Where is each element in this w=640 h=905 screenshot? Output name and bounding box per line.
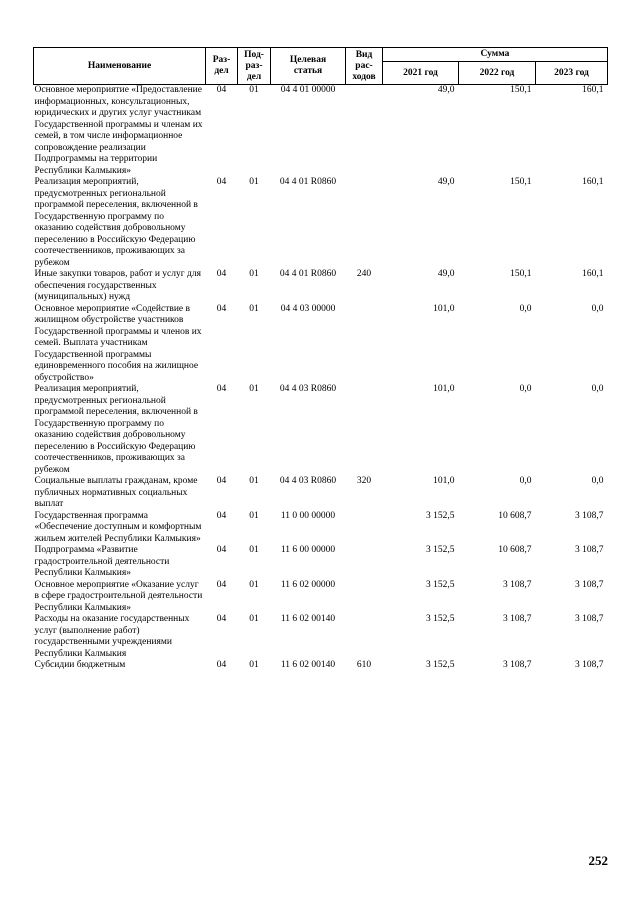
table-row: [34, 384, 608, 476]
row-section: 04: [216, 303, 227, 314]
row-2023: 160,1: [582, 177, 604, 187]
table-row: [34, 177, 608, 269]
table-body: [34, 85, 608, 672]
row-target: 04 4 01 R0860: [279, 269, 337, 279]
row-subsection: 01: [249, 85, 259, 95]
row-2021: 3 152,5: [426, 579, 455, 590]
table-row: [34, 269, 608, 304]
row-subsection: 01: [249, 303, 259, 314]
row-2022: 10 608,7: [498, 510, 532, 521]
row-section: 04: [216, 614, 227, 624]
row-2021: 101,0: [433, 476, 455, 486]
row-section: 04: [216, 384, 227, 394]
row-kind: [346, 580, 383, 615]
row-2022: 150,1: [510, 85, 532, 95]
table-header: [34, 48, 608, 85]
page-number: 252: [588, 853, 608, 868]
row-subsection: 01: [249, 545, 259, 555]
row-section: 04: [216, 660, 227, 670]
row-2021: 101,0: [433, 303, 455, 314]
row-2022: 10 608,7: [498, 545, 532, 555]
row-subsection: 01: [249, 269, 259, 279]
row-2023: 0,0: [591, 384, 604, 394]
row-target: 11 6 02 00000: [280, 579, 336, 590]
row-target: 04 4 03 R0860: [279, 384, 337, 394]
table-row: [34, 580, 608, 615]
header-year-2021: 2021 год: [383, 62, 459, 85]
row-target: 04 4 03 00000: [280, 303, 336, 314]
row-kind: [346, 85, 383, 178]
row-name: Государственная программа «Обеспечение доступным и комфортным жильем жителей Республики Калмыкия»: [34, 510, 202, 544]
row-subsection: 01: [249, 177, 259, 187]
row-target: 11 6 02 00140: [280, 660, 336, 670]
row-name: Социальные выплаты гражданам, кроме публичных нормативных социальных выплат: [34, 476, 198, 509]
row-name: Подпрограмма «Развитие градостроительной деятельности Республики Калмыкия»: [34, 545, 170, 578]
row-target: 11 6 02 00140: [280, 614, 336, 624]
row-2023: 3 108,7: [575, 510, 604, 521]
row-kind: 610: [356, 660, 372, 670]
row-subsection: 01: [249, 579, 259, 590]
row-subsection: 01: [249, 476, 259, 486]
row-kind: [346, 304, 383, 385]
row-2021: 3 152,5: [426, 660, 455, 670]
table-row: [34, 85, 608, 178]
row-2021: 3 152,5: [426, 614, 455, 624]
header-target: Целевая статья: [271, 48, 346, 85]
row-name: Основное мероприятие «Предоставление информационных, консультационных, юридических и других услуг участникам Государственной программы и членам их семей, в том числе информационное сопровождение реализации Подпрограммы на территории Республики Калмыкия»: [34, 85, 203, 176]
row-target: 04 4 01 00000: [280, 85, 336, 95]
row-target: 11 6 00 00000: [280, 545, 336, 555]
row-section: 04: [216, 545, 227, 555]
row-kind: [346, 384, 383, 476]
row-2023: 3 108,7: [575, 579, 604, 590]
row-name: Основное мероприятие «Содействие в жилищном обустройстве участников Государственной программы и членов их семей. Выплата участникам Государственной программы единовременного пособия на жилищное обустройство»: [34, 303, 202, 383]
row-2022: 3 108,7: [503, 614, 532, 624]
row-2022: 3 108,7: [503, 660, 532, 670]
row-kind: [346, 614, 383, 660]
row-subsection: 01: [249, 660, 259, 670]
header-year-2022: 2022 год: [459, 62, 536, 85]
row-2021: 49,0: [437, 269, 455, 279]
table-row: [34, 476, 608, 511]
table-row: [34, 304, 608, 385]
row-name: Расходы на оказание государственных услуг (выполнение работ) государственными учреждениями Республики Калмыкия: [34, 614, 190, 659]
header-section: Раз- дел: [206, 48, 238, 85]
header-name: Наименование: [34, 48, 206, 85]
table-row: [34, 614, 608, 660]
row-2022: 150,1: [510, 177, 532, 187]
row-2023: 3 108,7: [575, 660, 604, 670]
table-row: [34, 660, 608, 672]
header-kind: Вид рас- ходов: [346, 48, 383, 85]
row-2023: 3 108,7: [575, 614, 604, 624]
row-2021: 49,0: [437, 85, 455, 95]
row-section: 04: [216, 476, 227, 486]
row-name: Реализация мероприятий, предусмотренных региональной программой переселения, включенной в Государственную программу по оказанию содействия добровольному переселению в Российскую Федерацию соотечественников, проживающих за рубежом: [34, 177, 198, 268]
row-kind: 320: [356, 476, 372, 486]
row-target: 04 4 03 R0860: [279, 476, 337, 486]
row-kind: [346, 177, 383, 269]
row-name: Реализация мероприятий, предусмотренных региональной программой переселения, включенной в Государственную программу по оказанию содействия добровольному переселению в Российскую Федерацию соотечественников, проживающих за рубежом: [34, 384, 198, 475]
row-2023: 0,0: [591, 476, 604, 486]
header-subsection: Под- раз- дел: [238, 48, 271, 85]
row-kind: 240: [356, 269, 372, 279]
row-section: 04: [216, 510, 227, 521]
row-section: 04: [216, 177, 227, 187]
row-2023: 3 108,7: [575, 545, 604, 555]
row-2021: 3 152,5: [426, 510, 455, 521]
row-subsection: 01: [249, 384, 259, 394]
row-2022: 0,0: [519, 384, 532, 394]
row-2023: 160,1: [582, 269, 604, 279]
table-row: [34, 511, 608, 546]
row-section: 04: [216, 579, 227, 590]
row-section: 04: [216, 269, 227, 279]
row-name: Субсидии бюджетным: [34, 660, 126, 670]
row-name: Иные закупки товаров, работ и услуг для обеспечения государственных (муниципальных) нужд: [34, 269, 201, 302]
row-target: 04 4 01 R0860: [279, 177, 337, 187]
budget-table: [33, 47, 608, 672]
row-2021: 101,0: [433, 384, 455, 394]
row-name: Основное мероприятие «Оказание услуг в сфере градостроительной деятельности Республики Калмыкия»: [34, 579, 203, 613]
row-2023: 160,1: [582, 85, 604, 95]
header-sum: Сумма: [383, 48, 608, 62]
row-subsection: 01: [249, 614, 259, 624]
row-section: 04: [216, 85, 227, 95]
row-2021: 3 152,5: [426, 545, 455, 555]
row-2023: 0,0: [591, 303, 604, 314]
row-2021: 49,0: [437, 177, 455, 187]
row-kind: [346, 511, 383, 546]
row-target: 11 0 00 00000: [280, 510, 336, 521]
row-2022: 0,0: [519, 476, 532, 486]
row-kind: [346, 545, 383, 580]
row-2022: 3 108,7: [503, 579, 532, 590]
header-year-2023: 2023 год: [536, 62, 608, 85]
row-2022: 150,1: [510, 269, 532, 279]
row-subsection: 01: [249, 510, 259, 521]
row-2022: 0,0: [519, 303, 532, 314]
table-row: [34, 545, 608, 580]
